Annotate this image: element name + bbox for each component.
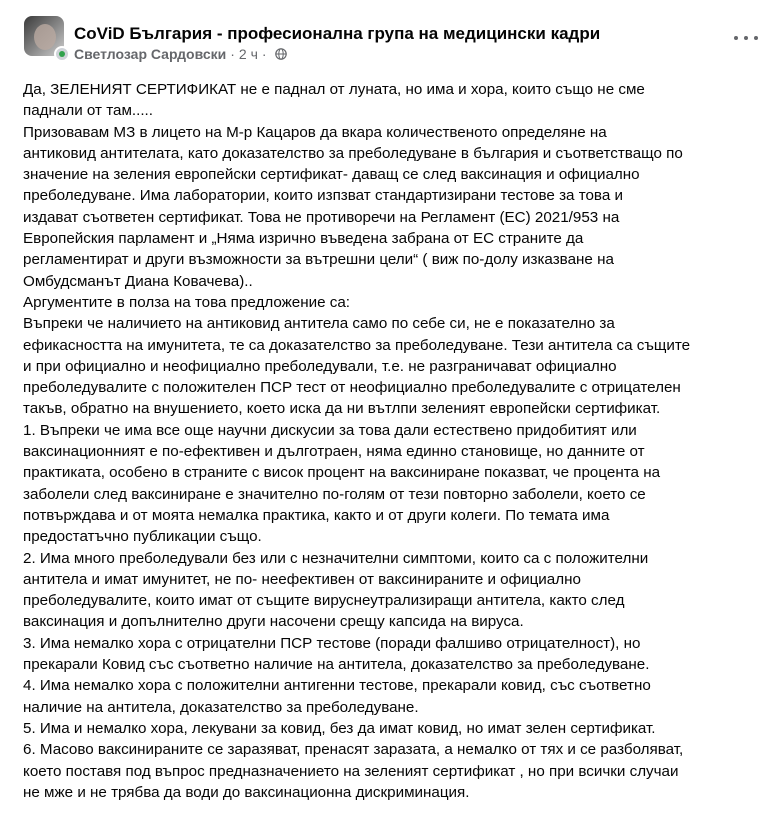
post-text-line: Европейския парламент и „Няма изрично въведена забрана от ЕС страните да: [23, 230, 584, 248]
post-text-line: заболели след ваксиниране е значително по-голям от тези повторно заболели, което се: [23, 485, 646, 503]
post-text: [23, 79, 753, 803]
post-text-line: ваксинация и допълнително други насочени срещу капсида на вируса.: [23, 613, 524, 631]
post-text-line: предостатъчно публикации също.: [23, 528, 262, 546]
post-text-line: Призовавам МЗ в лицето на М-р Кацаров да вкара количественото определяне на: [23, 123, 607, 141]
post-text-line: антиковид антителата, като доказателство за преболедуване в българия и съответстващо по: [23, 144, 683, 162]
post-text-line: преболедуване. Има лаборатории, които изпзват стандартизирани тестове за това и: [23, 187, 623, 205]
post-text-line: 3. Има немалко хора с отрицателни ПСР тестове (поради фалшиво отрицателност), но: [23, 634, 641, 652]
meta-separator: ·: [230, 46, 235, 62]
post-text-line: антитела и имат имунитет, не по- неефективен от ваксинираните и официално: [23, 570, 581, 588]
post-text-line: Въпреки че наличието на антиковид антитела само по себе си, не е показателно за: [23, 315, 615, 333]
post-text-line: ефикасността на имунитета, те са доказателство за преболедуване. Тези антитела са същите: [23, 336, 691, 354]
post-text-line: преболедувалите, които имат от същите вируснеутрализиращи антитела, както след: [23, 592, 625, 610]
author-avatar-badge[interactable]: [54, 46, 70, 62]
post-text-line: ваксинационният е по-ефективен и дълготраен, няма единно становище, но данните от: [23, 443, 645, 461]
online-status-icon: [59, 51, 65, 57]
post-text-line: регламентират и други възможности за вътрешни цели“ ( виж по-долу изказване на: [23, 251, 614, 269]
post-text-line: значение на зеления европейски сертификат- даващ се след ваксинация и официално: [23, 166, 640, 184]
post-text-line: 6. Масово ваксинираните се заразяват, пренасят заразата, а немалко от тях и се разболяват,: [23, 741, 684, 759]
post-header: [24, 16, 758, 66]
post-text-line: не мже и не трябва да води до ваксинационна дискриминация.: [23, 783, 470, 801]
post-meta: [74, 46, 287, 62]
post-text-line: прекарали Ковид със съответно наличие на антитела, доказателство за преболедуване.: [23, 656, 650, 674]
post-text-line: издават съответен сертификат. Това не противоречи на Регламент (ЕС) 2021/953 на: [23, 208, 620, 226]
post-text-line: 1. Въпреки че има все още научни дискусии за това дали естествено придобитият или: [23, 421, 637, 439]
post-text-line: 5. Има и немалко хора, лекувани за ковид, без да имат ковид, но имат зелен сертификат.: [23, 719, 656, 737]
post-text-line: паднали от там.....: [23, 102, 153, 120]
post-text-line: наличие на антитела, доказателство за преболедуване.: [23, 698, 419, 716]
post-text-line: 2. Има много преболедували без или с незначителни симптоми, които са с положителни: [23, 549, 649, 567]
meta-separator-2: ·: [261, 46, 267, 62]
post-text-line: практиката, особено в страните с висок процент на ваксиниране показват, че процента на: [23, 464, 661, 482]
post-text-line: преболедувалите с положителен ПСР тест от неофициално преболедувалите с отрицателен: [23, 379, 681, 397]
globe-icon: [275, 48, 287, 60]
author-name-link[interactable]: Светлозар Сардовски: [74, 46, 227, 62]
post-text-line: потвърждава и от моята немалка практика, както и от други колеги. По темата има: [23, 506, 610, 524]
post-text-line: такъв, обратно на внушението, което иска да ни вътлпи зеленият европейски сертификат.: [23, 400, 661, 418]
post-text-line: 4. Има немалко хора с положителни антигенни тестове, прекарали ковид, със съответно: [23, 677, 651, 695]
post-text-line: което поставя под въпрос предназначението на зеленият сертификат , но при всички случаи: [23, 762, 679, 780]
post-time-link[interactable]: 2 ч: [238, 46, 258, 62]
more-options-icon[interactable]: [734, 30, 758, 46]
post-text-line: Омбудсманът Диана Ковачева)..: [23, 272, 253, 290]
group-name-link[interactable]: CoViD България - професионална група на медицински кадри: [74, 24, 601, 43]
post-text-line: Аргументите в полза на това предложение са:: [23, 293, 351, 311]
post-text-line: и при официално и неофициално преболедували, т.е. не разграничават официално: [23, 357, 617, 375]
post-text-line: Да, ЗЕЛЕНИЯТ СЕРТИФИКАТ не е паднал от луната, но има и хора, които също не сме: [23, 81, 645, 98]
